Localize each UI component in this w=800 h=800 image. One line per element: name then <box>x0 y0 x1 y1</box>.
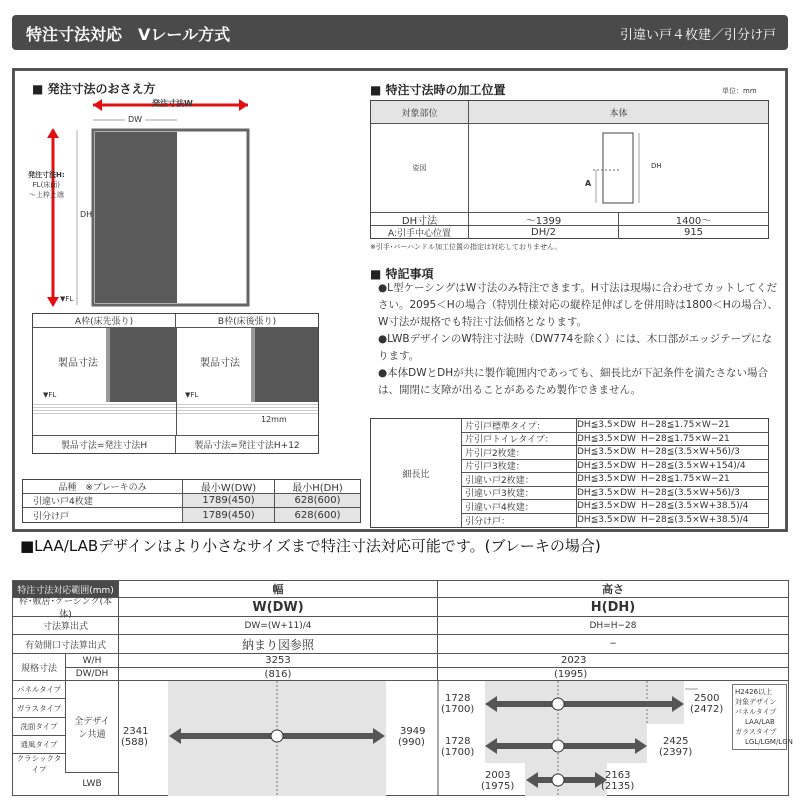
range-value-label: 2500 <box>694 693 720 704</box>
range-value-label: 2425 <box>663 736 689 747</box>
page-subtitle: 引違い戸４枚建／引分け戸 <box>619 28 776 43</box>
aspect-ratio-table <box>370 418 769 528</box>
note-item: ●L型ケーシングはW寸法のみ特注できます。H寸法は現場に合わせてカットしてください。2095＜Hの場合（特別仕様対応の縦枠足伸ばしを併用時は1800＜Hの場合）、W寸法が規格でも特注寸法価格となります。 <box>378 282 778 328</box>
range-value-label: 2341 <box>123 726 149 737</box>
ratio-h: H−28≦1.75×W−21 <box>637 433 768 447</box>
col-header: 品種 ※ブレーキのみ <box>23 480 183 494</box>
processing-note: ※引手･バーハンドル加工位置の指定は対応しておりません。 <box>370 243 562 251</box>
range-value-label: 2163 <box>605 770 631 781</box>
min-size-table <box>22 479 361 523</box>
ratio-h: H−28≦(3.5×W+154)/4 <box>637 460 768 474</box>
ratio-h: H−28≦(3.5×W+56)/3 <box>637 487 768 501</box>
callout-line: LGL/LGM/LGN <box>745 738 793 746</box>
table-cell: 引違い戸4枚建 <box>23 494 183 508</box>
width-std: 3253 <box>119 654 438 668</box>
height-symbol: H(DH) <box>438 598 788 617</box>
page-title: 特注寸法対応 Vレール方式 <box>26 25 231 44</box>
ratio-h: H−28≦(3.5×W+38.5)/4 <box>641 515 749 526</box>
fig-a: A <box>585 179 592 188</box>
callout-line: LAA/LAB <box>745 718 775 726</box>
row-label: 寸法算出式 <box>13 617 119 635</box>
ratio-h: H−28≦(3.5×W+38.5)/4 <box>637 500 768 514</box>
table-cell: 628(600) <box>275 494 360 508</box>
a-frame-title: A枠(床先張り) <box>33 314 176 328</box>
row-label: 枠･敷居･ケーシング(本体) <box>13 598 119 617</box>
processing-table <box>370 100 769 239</box>
dw-label: DW <box>125 115 145 124</box>
door-figure <box>469 124 768 213</box>
callout-line: パネルタイプ <box>735 708 777 716</box>
ratio-h: H−28≦1.75×W−21 <box>637 419 768 433</box>
ratio-type: 引違い戸2枚建： <box>462 473 577 487</box>
figure-label: 姿図 <box>371 124 469 213</box>
order-width-label: 発注寸法W <box>152 99 193 108</box>
range-value-label: 3949 <box>400 726 426 737</box>
table-cell: 引分け戸 <box>23 508 183 522</box>
range-value-label: (588) <box>121 737 148 748</box>
table-cell: ～1399 <box>469 213 619 226</box>
order-dimension-title: ■ 発注寸法のおさえ方 <box>32 82 156 96</box>
door-drawing <box>20 95 260 310</box>
table-cell: A:引手中心位置 <box>371 226 469 239</box>
door-panel <box>95 132 177 303</box>
ratio-type: 引分け戸： <box>462 514 577 528</box>
range-corner: 特注寸法対応範囲(mm) <box>13 581 119 598</box>
row-label: W/H <box>66 654 119 668</box>
range-value-label: (2135) <box>601 781 635 792</box>
table-cell: DH/2 <box>469 226 619 239</box>
a-formula: 製品寸法=発注寸法H <box>33 435 176 453</box>
a-frame-door <box>106 328 176 402</box>
header-bar <box>12 15 788 50</box>
table-cell: DH寸法 <box>371 213 469 226</box>
ratio-type: 片引戸トイレタイプ： <box>462 433 577 447</box>
ratio-type: 片引戸2枚建： <box>462 446 577 460</box>
range-value-label: 1728 <box>445 693 471 704</box>
table-cell: 1789(450) <box>183 494 275 508</box>
height-callout-box <box>732 684 793 750</box>
callout-line: 対象デザイン <box>735 698 777 706</box>
all-designs-label: 全デザイン共通 <box>66 681 119 773</box>
notes-title: ■ 特記事項 <box>370 267 434 281</box>
design-type-label: 通風タイプ <box>13 736 66 754</box>
row-label: 規格寸法 <box>13 654 66 681</box>
col-header: 本体 <box>469 101 768 124</box>
a-fl: ▼FL <box>43 391 57 399</box>
height-title: 高さ <box>438 581 788 598</box>
lwb-label: LWB <box>66 773 119 795</box>
height-std: 2023 <box>438 654 788 668</box>
fig-dh: DH <box>651 162 662 170</box>
table-cell: 628(600) <box>275 508 360 522</box>
range-value-label: (2397) <box>659 747 693 758</box>
row-label: 有効開口寸法算出式 <box>13 635 119 654</box>
range-table <box>12 580 793 796</box>
dh-label: DH <box>80 210 93 219</box>
range-value-label: (1700) <box>441 747 475 758</box>
range-value-label: (990) <box>398 737 425 748</box>
col-header: 最小H(DH) <box>275 480 360 494</box>
callout-line: H2426以上 <box>735 688 773 696</box>
fl-label: ▼FL <box>60 295 74 303</box>
processing-title: ■ 特注寸法時の加工位置 <box>370 83 506 97</box>
callout-line: ガラスタイプ <box>735 728 777 736</box>
range-value-label: (1975) <box>481 781 515 792</box>
ratio-dh: DH≦3.5×DW <box>577 487 637 501</box>
laa-lab-banner: ■LAA/LABデザインはより小さなサイズまで特注寸法対応可能です。(ブレーキの場合) <box>20 537 601 555</box>
ratio-dh: DH≦3.5×DW <box>577 473 637 487</box>
table-cell: 1400～ <box>619 213 768 226</box>
design-type-label: クラシックタイプ <box>13 754 66 773</box>
ratio-dh: DH≦3.5×DW <box>577 460 637 474</box>
order-height-text: 発注寸法H: <box>28 171 65 179</box>
ratio-dh: DH≦3.5×DW <box>577 500 637 514</box>
range-value-label: (1700) <box>441 704 475 715</box>
range-value-label: 1728 <box>445 736 471 747</box>
width-std-dw: (816) <box>119 668 438 681</box>
note-item: ●LWBデザインのW特注寸法時（DW774を除く）には、木口部がエッジテープになります。 <box>378 333 773 362</box>
ratio-dh: DH≦3.5×DW <box>577 446 637 460</box>
design-type-label: ガラスタイプ <box>13 699 66 718</box>
a-product-label: 製品寸法 <box>58 358 98 369</box>
table-cell: 915 <box>683 227 704 238</box>
design-type-label: パネルタイプ <box>13 681 66 699</box>
ratio-dh: DH≦3.5×DW <box>577 515 636 526</box>
ratio-type: 引違い戸4枚建： <box>462 500 577 514</box>
b-formula: 製品寸法=発注寸法H+12 <box>176 435 318 453</box>
b-fl: ▼FL <box>185 391 199 399</box>
height-formula: DH=H−28 <box>438 617 788 635</box>
range-value-label: (2472) <box>690 704 724 715</box>
note-item: ●本体DWとDHが共に製作範囲内であっても、細長比が下記条件を満たさない場合は、開閉に支障が出ることがあるため製作できません。 <box>378 367 769 396</box>
order-height-text: ～上枠上端 <box>28 191 64 199</box>
col-header: 最小W(DW) <box>183 480 275 494</box>
ratio-type: 片引戸標準タイプ： <box>462 419 577 433</box>
frame-comparison <box>32 313 319 454</box>
b-frame-door <box>251 328 318 402</box>
ratio-h: H−28≦(3.5×W+56)/3 <box>637 446 768 460</box>
width-symbol: W(DW) <box>119 598 438 617</box>
ratio-label: 細長比 <box>371 419 462 527</box>
order-height-label <box>28 170 65 200</box>
width-title: 幅 <box>119 581 438 598</box>
b-frame-title: B枠(床後張り) <box>176 314 318 328</box>
design-type-label: 洗面タイプ <box>13 718 66 736</box>
ratio-dh: DH≦3.5×DW <box>577 433 637 447</box>
height-opening: − <box>438 635 788 654</box>
table-cell: 1789(450) <box>183 508 275 522</box>
width-formula: DW=(W+11)/4 <box>119 617 438 635</box>
range-value-label: 2003 <box>485 770 511 781</box>
ratio-type: 引違い戸3枚建： <box>462 487 577 501</box>
ratio-type: 片引戸3枚建： <box>462 460 577 474</box>
unit-label: 単位：mm <box>722 87 757 95</box>
width-opening: 納まり図参照 <box>119 635 438 654</box>
row-label: DW/DH <box>66 668 119 681</box>
ratio-h: H−28≦1.75×W−21 <box>637 473 768 487</box>
col-header: 対象部位 <box>371 101 469 124</box>
order-height-text: FL(床面) <box>32 181 61 189</box>
b-product-label: 製品寸法 <box>200 358 240 369</box>
gap-label: 12mm <box>261 415 287 424</box>
height-std-dh: (1995) <box>438 668 788 681</box>
ratio-dh: DH≦3.5×DW <box>577 419 637 433</box>
